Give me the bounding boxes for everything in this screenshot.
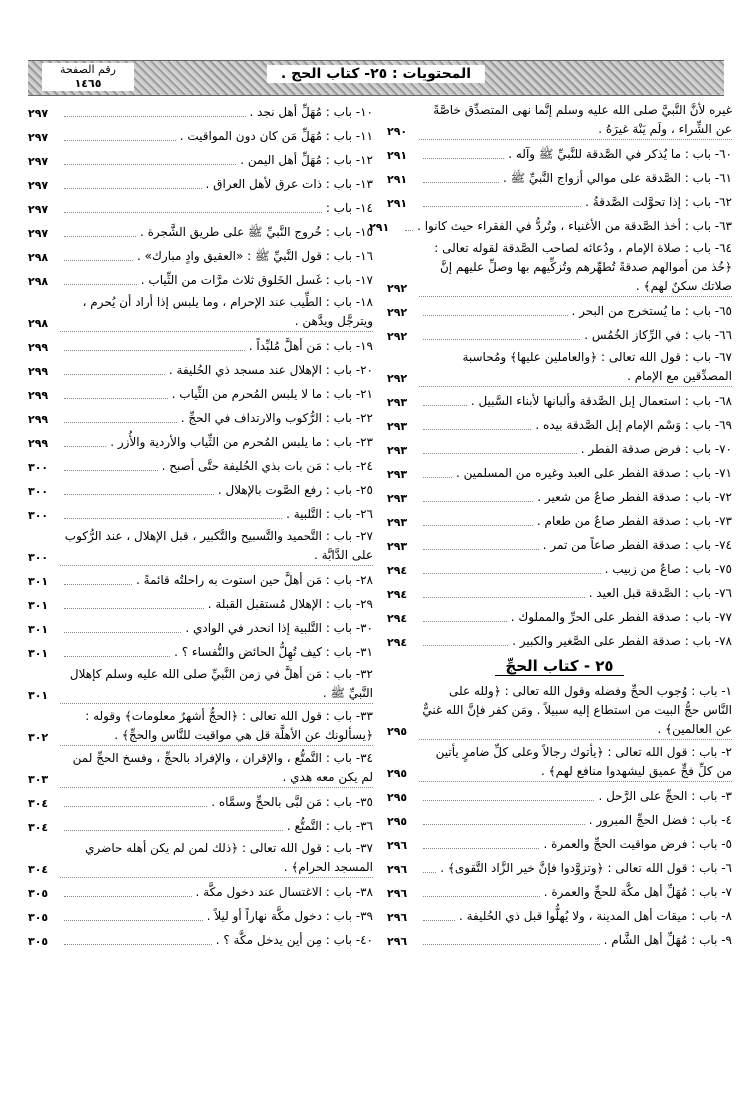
toc-entry-title-wrap — [419, 302, 732, 321]
dot-leader — [64, 944, 212, 945]
dot-leader — [423, 158, 504, 159]
toc-entry-title: ١٢- باب : مُهَلِّ أهل اليمن . — [240, 153, 373, 167]
toc-entry-page: ٣٠٣ — [28, 773, 49, 786]
toc-entry[interactable] — [387, 627, 732, 651]
toc-entry-title-wrap — [419, 835, 732, 854]
toc-entry[interactable] — [28, 380, 373, 404]
dot-leader — [423, 182, 499, 183]
toc-entry-title-wrap — [60, 571, 373, 590]
toc-entry-title-wrap — [419, 560, 732, 579]
toc-entry-page: ٣٠١ — [28, 623, 49, 636]
toc-entry[interactable] — [28, 218, 373, 242]
toc-entry-title-wrap — [419, 193, 732, 212]
dot-leader — [64, 374, 165, 375]
toc-entry-page: ٢٩٣ — [387, 444, 408, 457]
toc-entry[interactable] — [28, 356, 373, 380]
toc-entry-title: ٣١- باب : كيف تُهِلُّ الحائض والنُّفساء ؟ . — [174, 645, 373, 659]
toc-entry-title-wrap — [419, 859, 732, 878]
toc-entry[interactable] — [387, 483, 732, 507]
toc-entry[interactable] — [28, 566, 373, 590]
dot-leader — [423, 549, 539, 550]
toc-entry-title: ١٩- باب : مَن أهلَّ مُلبِّداً . — [248, 339, 373, 353]
toc-entry[interactable] — [387, 188, 732, 212]
toc-entry-page: ٢٩٩ — [28, 389, 49, 402]
toc-entry-title: ٧٠- باب : فرض صدقة الفطر . — [580, 442, 732, 456]
toc-entry-title: ٢٤- باب : مَن بات بذي الحُليفة حتَّى أصبح . — [161, 459, 373, 473]
toc-entry-page: ٢٩١ — [387, 197, 408, 210]
toc-column-left — [28, 98, 373, 950]
toc-entry-title: ٥- باب : فرض مواقيت الحجِّ والعمرة . — [543, 837, 732, 851]
toc-entry-title: ٧٥- باب : صاعٌ من زبيب . — [604, 562, 732, 576]
toc-entry-page: ٢٩٥ — [387, 725, 408, 738]
toc-entry-title-wrap — [60, 433, 373, 452]
toc-entry[interactable] — [387, 140, 732, 164]
section-heading — [387, 651, 732, 679]
toc-entry[interactable] — [28, 638, 373, 662]
toc-entry-title-wrap — [401, 217, 732, 236]
toc-entry-title-wrap — [60, 361, 373, 380]
dot-leader — [64, 398, 168, 399]
dot-leader — [423, 824, 585, 825]
toc-entry[interactable] — [387, 459, 732, 483]
dot-leader — [64, 608, 204, 609]
toc-entry-title: ٢٣- باب : ما يلبس المُحرم من الثِّياب والأردية والأُزر . — [110, 435, 373, 449]
toc-entry[interactable] — [28, 746, 373, 788]
toc-entry[interactable] — [387, 345, 732, 387]
dot-leader — [423, 621, 507, 622]
toc-entry[interactable] — [28, 266, 373, 290]
toc-entry-page: ٣٠١ — [28, 599, 49, 612]
dot-leader — [405, 230, 413, 231]
dot-leader — [423, 645, 508, 646]
toc-entry-title: ٣٨- باب : الاغتسال عند دخول مكَّة . — [195, 885, 373, 899]
toc-entry-page: ٢٩٩ — [28, 413, 49, 426]
toc-entry-title-wrap — [419, 464, 732, 483]
toc-entry-title: ٣٦- باب : التَّمتُّع . — [286, 819, 373, 833]
toc-entry[interactable] — [387, 806, 732, 830]
toc-entry-title-wrap — [60, 175, 373, 194]
toc-entry-title: ٧٢- باب : صدقة الفطر صاعٌ من شعير . — [537, 490, 732, 504]
toc-entry[interactable] — [387, 435, 732, 459]
toc-entry-title: ٧١- باب : صدقة الفطر على العبد وغيره من المسلمين . — [456, 466, 732, 480]
toc-entry-page: ٢٩٨ — [28, 317, 49, 330]
toc-entry-title: ٧٦- باب : الصَّدقة قبل العيد . — [588, 586, 732, 600]
toc-entry-title-wrap — [419, 326, 732, 345]
toc-entry-title: ٦٦- باب : في الرِّكاز الخُمُس . — [584, 328, 732, 342]
toc-entry-page: ٢٩٣ — [387, 420, 408, 433]
toc-entry-page: ٢٩٢ — [387, 306, 408, 319]
toc-entry[interactable] — [387, 98, 732, 140]
toc-entry-page: ٣٠١ — [28, 647, 49, 660]
toc-entry-title: ٢٨- باب : مَن أهلَّ حين استوت به راحلتُه قائمةً . — [136, 573, 373, 587]
toc-entry-page: ٢٩٩ — [28, 437, 49, 450]
toc-entry-page: ٢٩٣ — [387, 468, 408, 481]
toc-entry[interactable] — [387, 926, 732, 950]
toc-entry-title: ٧٨- باب : صدقة الفطر على الصَّغير والكبير . — [512, 634, 732, 648]
page-number-box — [42, 63, 134, 91]
dot-leader — [64, 806, 207, 807]
toc-entry-title: ١٨- باب : الطِّيب عند الإحرام ، وما يلبس إذا أراد أن يُحرم ، ويترجَّل ويدَّهن . — [60, 293, 373, 332]
toc-entry[interactable] — [387, 297, 732, 321]
toc-entry-page: ٣٠٤ — [28, 797, 49, 810]
toc-entry-page: ٢٩٧ — [28, 107, 49, 120]
toc-entry-title-wrap — [60, 103, 373, 122]
dot-leader — [64, 656, 170, 657]
dot-leader — [423, 501, 533, 502]
section-heading-text: ٢٥ - كتاب الحجِّ — [495, 657, 623, 676]
toc-entry[interactable] — [28, 404, 373, 428]
toc-entry-title-wrap — [419, 883, 732, 902]
toc-entry-title: ٦١- باب : الصَّدقة على موالي أزواج النَّبيِّ ﷺ . — [502, 171, 732, 185]
toc-entry-title: ٢٢- باب : الرُّكوب والارتداف في الحجِّ . — [180, 411, 373, 425]
toc-entry-title-wrap — [60, 385, 373, 404]
toc-entry-title: ٢١- باب : ما لا يلبس المُحرم من الثِّياب . — [171, 387, 373, 401]
toc-entry[interactable] — [387, 878, 732, 902]
toc-entry[interactable] — [28, 836, 373, 878]
toc-entry-page: ٣٠٠ — [28, 485, 49, 498]
toc-entry-page: ٢٩١ — [387, 149, 408, 162]
toc-entry-title-wrap — [60, 481, 373, 500]
dot-leader — [64, 632, 181, 633]
toc-entry[interactable] — [28, 452, 373, 476]
toc-entry-title: ٦٠- باب : ما يُذكر في الصَّدقة للنَّبيِّ ﷺ وآله . — [508, 147, 732, 161]
toc-entry-page: ٣٠٠ — [28, 509, 49, 522]
toc-entry-page: ٢٩٣ — [387, 516, 408, 529]
toc-entry-title: ٣٩- باب : دخول مكَّة نهاراً أو ليلاً . — [206, 909, 373, 923]
toc-entry-page: ٢٩٤ — [387, 564, 408, 577]
toc-entry[interactable] — [28, 194, 373, 218]
toc-entry-page: ٢٩٦ — [387, 887, 408, 900]
toc-entry-title: ٦٥- باب : ما يُستخرج من البحر . — [571, 304, 732, 318]
toc-entry[interactable] — [28, 428, 373, 452]
toc-entry-title-wrap — [419, 584, 732, 603]
toc-entry-page: ٣٠٥ — [28, 911, 49, 924]
toc-entry-title-wrap — [419, 931, 732, 950]
toc-entry-title: ٦٩- باب : وَسْم الإمام إبل الصَّدقة بيده . — [535, 418, 732, 432]
dot-leader — [64, 116, 246, 117]
toc-entry-title-wrap — [60, 199, 373, 218]
dot-leader — [423, 597, 585, 598]
toc-entry[interactable] — [28, 290, 373, 332]
toc-entry-title: ١- باب : وُجوب الحجِّ وفضله وقول الله تعالى : ﴿ولله على النَّاس حجُّ البيت من استطاع إليه سبيلاً . ومَن كفر فإنَّ الله غنيٌّ عن العالمين﴾ . — [419, 682, 732, 740]
toc-entry-title-wrap — [60, 907, 373, 926]
toc-entry[interactable] — [28, 524, 373, 566]
toc-entry-title-wrap — [60, 247, 373, 266]
toc-entry-title: ١١- باب : مُهَلِّ مَن كان دون المواقيت . — [179, 129, 373, 143]
dot-leader — [64, 350, 245, 351]
toc-entry[interactable] — [369, 212, 732, 236]
toc-entry-title-wrap — [419, 608, 732, 627]
toc-entry[interactable] — [28, 788, 373, 812]
toc-entry[interactable] — [387, 531, 732, 555]
toc-entry-page: ٢٩٨ — [28, 275, 49, 288]
toc-entry-title: ١٧- باب : غَسل الخَلوق ثلاث مرَّات من الثِّياب . — [140, 273, 373, 287]
toc-entry[interactable] — [28, 812, 373, 836]
toc-entry[interactable] — [387, 579, 732, 603]
toc-entry-title-wrap — [419, 392, 732, 411]
toc-entry[interactable] — [387, 782, 732, 806]
toc-entry[interactable] — [28, 500, 373, 524]
dot-leader — [423, 206, 581, 207]
dot-leader — [64, 422, 177, 423]
toc-entry-title: ٩- باب : مُهَلِّ أهل الشَّام . — [603, 933, 732, 947]
toc-entry-page: ٣٠١ — [28, 575, 49, 588]
dot-leader — [423, 800, 594, 801]
page-title: المحتويات : ٢٥- كتاب الحج . — [267, 65, 485, 83]
toc-entry-title: ٣٤- باب : التَّمتُّع ، والإقران ، والإفراد بالحجِّ ، وفسخ الحجِّ لمن لم يكن معه هدي . — [60, 749, 373, 788]
toc-entry[interactable] — [28, 170, 373, 194]
toc-entry-title: ٤٠- باب : مِن أين يدخل مكَّة ؟ . — [215, 933, 373, 947]
toc-entry-title: ١٠- باب : مُهَلِّ أهل نجد . — [249, 105, 373, 119]
toc-entry-title-wrap — [60, 817, 373, 836]
toc-entry-page: ٢٩٧ — [28, 179, 49, 192]
page-header — [28, 60, 724, 96]
toc-entry[interactable] — [387, 555, 732, 579]
toc-entry-page: ٢٩١ — [387, 173, 408, 186]
toc-entry-title: ٢٥- باب : رفع الصَّوت بالإهلال . — [217, 483, 373, 497]
toc-entry-title: ٦٧- باب : قول الله تعالى : ﴿والعاملين عليها﴾ ومُحاسبة المصدِّقين مع الإمام . — [419, 348, 732, 387]
toc-entry-title: ١٣- باب : ذات عرق لأهل العراق . — [205, 177, 373, 191]
toc-entry-title: ٦- باب : قول الله تعالى : ﴿وتزوَّدوا فإنَّ خير الزَّاد التَّقوى﴾ . — [440, 861, 732, 875]
toc-entry-page: ٢٩٧ — [28, 155, 49, 168]
toc-entry-title: ٧- باب : مُهَلِّ أهل مكَّة للحجِّ والعمرة . — [543, 885, 732, 899]
toc-column-right — [369, 98, 732, 950]
toc-entry-title-wrap — [419, 907, 732, 926]
toc-entry-title: ٢٠- باب : الإهلال عند مسجد ذي الحُليفة . — [168, 363, 373, 377]
toc-entry-title: ١٦- باب : قول النَّبيِّ ﷺ : «العقيق وادٍ مبارك» . — [137, 249, 373, 263]
toc-entry-page: ٢٩٧ — [28, 227, 49, 240]
toc-entry-page: ٣٠٠ — [28, 461, 49, 474]
dot-leader — [423, 573, 601, 574]
toc-entry-title: ٣- باب : الحجِّ على الرَّحل . — [598, 789, 732, 803]
toc-entry[interactable] — [28, 590, 373, 614]
dot-leader — [423, 453, 577, 454]
toc-entry[interactable] — [28, 332, 373, 356]
dot-leader — [64, 260, 133, 261]
toc-entry-title: ٢٩- باب : الإهلال مُستقبل القبلة . — [207, 597, 373, 611]
toc-entry-page: ٢٩٦ — [387, 839, 408, 852]
toc-entry-page: ٢٩٥ — [387, 767, 408, 780]
toc-entry-title: ٦٤- باب : صلاة الإمام ، ودُعائه لصاحب الصَّدقة لقوله تعالى : ﴿خُذ من أموالهم صدقةً تُطهِّرهم وتُزكِّيهم بها وصلِّ عليهم إنَّ صلاتك سكنٌ لهم﴾ . — [419, 239, 732, 297]
toc-entry-title-wrap — [60, 619, 373, 638]
toc-entry-title: ٣٠- باب : التَّلبية إذا انحدر في الوادي . — [185, 621, 373, 635]
toc-entry-title-wrap — [60, 643, 373, 662]
toc-entry-title-wrap — [419, 787, 732, 806]
toc-entry-page: ٣٠٠ — [28, 551, 49, 564]
toc-entry[interactable] — [28, 98, 373, 122]
toc-entry-page: ٣٠٥ — [28, 887, 49, 900]
toc-entry-title: ٣٢- باب : مَن أهلَّ في زمن النَّبيِّ صلى الله عليه وسلم كإهلال النَّبيِّ ﷺ . — [60, 665, 373, 704]
toc-entry[interactable] — [28, 878, 373, 902]
dot-leader — [64, 896, 192, 897]
page-number: ١٤٦٥ — [74, 77, 102, 90]
toc-entry-page: ٢٩٢ — [387, 282, 408, 295]
toc-entry-page: ٢٩٢ — [387, 330, 408, 343]
toc-entry-title-wrap — [419, 169, 732, 188]
toc-entry-page: ٢٩٤ — [387, 612, 408, 625]
toc-entry-title: ٢٧- باب : التَّحميد والتَّسبيح والتَّكبير ، قبل الإهلال ، عند الرُّكوب على الدَّابَّة . — [60, 527, 373, 566]
toc-entry-title-wrap — [419, 536, 732, 555]
toc-entry-page: ٣٠٥ — [28, 935, 49, 948]
toc-entry[interactable] — [28, 704, 373, 746]
dot-leader — [64, 164, 236, 165]
toc-entry-title: ٤- باب : فضل الحجِّ المبرور . — [588, 813, 732, 827]
dot-leader — [423, 315, 568, 316]
toc-entry-title-wrap — [60, 793, 373, 812]
dot-leader — [423, 339, 580, 340]
toc-entry-page: ٢٩٩ — [28, 365, 49, 378]
toc-entry-title: ٨- باب : ميقات أهل المدينة ، ولا يُهلُّوا قبل ذي الحُليفة . — [458, 909, 732, 923]
toc-entry-title-wrap — [419, 488, 732, 507]
toc-entry-page: ٢٩٩ — [28, 341, 49, 354]
toc-entry-page: ٢٩٣ — [387, 540, 408, 553]
toc-entry[interactable] — [28, 146, 373, 170]
toc-entry[interactable] — [387, 854, 732, 878]
toc-entry-title-wrap — [419, 416, 732, 435]
toc-entry-title-wrap — [60, 127, 373, 146]
dot-leader — [64, 470, 158, 471]
toc-entry[interactable] — [28, 662, 373, 704]
toc-entry-title-wrap — [60, 505, 373, 524]
toc-entry-title-wrap — [60, 457, 373, 476]
toc-entry-title: ٣٥- باب : مَن لبَّى بالحجِّ وسمَّاه . — [211, 795, 373, 809]
toc-entry-title: ٧٧- باب : صدقة الفطر على الحرِّ والمملوك . — [510, 610, 732, 624]
toc-entry-page: ٢٩٢ — [387, 372, 408, 385]
toc-entry-title-wrap — [419, 145, 732, 164]
toc-entry-title-wrap — [419, 632, 732, 651]
toc-entry-title: ١٤- باب : — [325, 201, 373, 215]
toc-entry[interactable] — [28, 476, 373, 500]
toc-entry-title-wrap — [419, 811, 732, 830]
toc-entry-page: ٣٠٤ — [28, 821, 49, 834]
dot-leader — [423, 848, 539, 849]
toc-entry[interactable] — [387, 902, 732, 926]
dot-leader — [64, 188, 202, 189]
toc-entry[interactable] — [28, 242, 373, 266]
toc-entry[interactable] — [28, 614, 373, 638]
toc-entry-title: ٢٦- باب : التَّلبية . — [286, 507, 373, 521]
toc-entry-title-wrap — [419, 440, 732, 459]
toc-entry-title: ٦٨- باب : استعمال إبل الصَّدقة وألبانها لأبناء السَّبيل . — [470, 394, 732, 408]
toc-entry-title-wrap — [60, 223, 373, 242]
toc-entry[interactable] — [28, 902, 373, 926]
dot-leader — [423, 872, 436, 873]
dot-leader — [64, 518, 282, 519]
toc-entry-title-wrap — [60, 409, 373, 428]
toc-entry-title: ٦٣- باب : أخذ الصَّدقة من الأغنياء ، وتُردُّ في الفقراء حيث كانوا . — [417, 219, 732, 233]
page-number-label: رقم الصفحة — [60, 63, 116, 76]
toc-entry-page: ٢٩٠ — [387, 125, 408, 138]
toc-entry[interactable] — [387, 830, 732, 854]
dot-leader — [64, 212, 322, 213]
toc-entry-title: ١٥- باب : خُروج النَّبيِّ ﷺ على طريق الشَّجرة . — [139, 225, 373, 239]
toc-entry-page: ٢٩٨ — [28, 251, 49, 264]
dot-leader — [64, 584, 132, 585]
dot-leader — [423, 405, 467, 406]
dot-leader — [64, 236, 136, 237]
toc-entry[interactable] — [387, 411, 732, 435]
toc-entry[interactable] — [387, 603, 732, 627]
dot-leader — [64, 140, 176, 141]
toc-entry[interactable] — [387, 387, 732, 411]
toc-entry-title-wrap — [60, 271, 373, 290]
toc-entry[interactable] — [387, 236, 732, 297]
toc-entry-title: ٧٣- باب : صدقة الفطر صاعٌ من طعام . — [536, 514, 732, 528]
toc-entry[interactable] — [387, 740, 732, 782]
dot-leader — [423, 920, 455, 921]
toc-entry-title-wrap — [60, 931, 373, 950]
dot-leader — [423, 429, 531, 430]
toc-entry-page: ٢٩٦ — [387, 911, 408, 924]
dot-leader — [64, 284, 137, 285]
toc-entry-page: ٣٠٢ — [28, 731, 49, 744]
toc-entry-title: غيره لأنَّ النَّبيَّ صلى الله عليه وسلم إنَّما نهى المتصدِّق خاصَّةً عن الشِّراء ، ولَم يَنْهَ غيرَهُ . — [419, 101, 732, 140]
toc-entry-title: ٢- باب : قول الله تعالى : ﴿يأتوك رجالاً وعلى كلِّ ضامرٍ يأتين من كلِّ فجٍّ عميق ليشهدوا منافع لهم﴾ . — [419, 743, 732, 782]
toc-entry-title: ٦٢- باب : إذا تحوَّلت الصَّدقةُ . — [585, 195, 732, 209]
toc-entry-title-wrap — [60, 883, 373, 902]
toc-entry-page: ٣٠٤ — [28, 863, 49, 876]
toc-entry-page: ٣٠١ — [28, 689, 49, 702]
dot-leader — [64, 920, 203, 921]
toc-entry-page: ٢٩٧ — [28, 203, 49, 216]
toc-entry-title-wrap — [60, 337, 373, 356]
toc-entry-title-wrap — [60, 595, 373, 614]
dot-leader — [423, 477, 452, 478]
toc-entry-page: ٢٩٤ — [387, 588, 408, 601]
dot-leader — [423, 525, 533, 526]
toc-entry-title: ٣٧- باب : قول الله تعالى : ﴿ذلك لمن لم يكن أهله حاضري المسجد الحرام﴾ . — [60, 839, 373, 878]
dot-leader — [64, 830, 283, 831]
toc-entry[interactable] — [28, 122, 373, 146]
dot-leader — [64, 494, 214, 495]
toc-entry-page: ٢٩٦ — [387, 935, 408, 948]
toc-entry[interactable] — [387, 507, 732, 531]
toc-entry-title-wrap — [60, 151, 373, 170]
toc-entry[interactable] — [387, 679, 732, 740]
toc-entry-title-wrap — [419, 512, 732, 531]
toc-entry-page: ٢٩٥ — [387, 791, 408, 804]
toc-entry[interactable] — [387, 321, 732, 345]
dot-leader — [64, 446, 106, 447]
toc-entry-page: ٢٩٦ — [387, 863, 408, 876]
toc-entry-title: ٣٣- باب : قول الله تعالى : ﴿الحجُّ أشهرٌ معلومات﴾ وقوله : ﴿يسألونك عن الأهلَّة قل هي مواقيت للنَّاس والحجِّ﴾ . — [60, 707, 373, 746]
toc-entry-page: ٢٩٣ — [387, 396, 408, 409]
toc-entry[interactable] — [28, 926, 373, 950]
toc-entry-page: ٢٩٣ — [387, 492, 408, 505]
toc-entry-title: ٧٤- باب : صدقة الفطر صاعاً من تمر . — [542, 538, 732, 552]
toc-entry-page: ٢٩٤ — [387, 636, 408, 649]
toc-entry[interactable] — [387, 164, 732, 188]
dot-leader — [423, 896, 540, 897]
dot-leader — [423, 944, 600, 945]
toc-entry-page: ٢٩٧ — [28, 131, 49, 144]
toc-entry-page: ٢٩٥ — [387, 815, 408, 828]
toc-entry-page: ٢٩١ — [369, 221, 390, 234]
